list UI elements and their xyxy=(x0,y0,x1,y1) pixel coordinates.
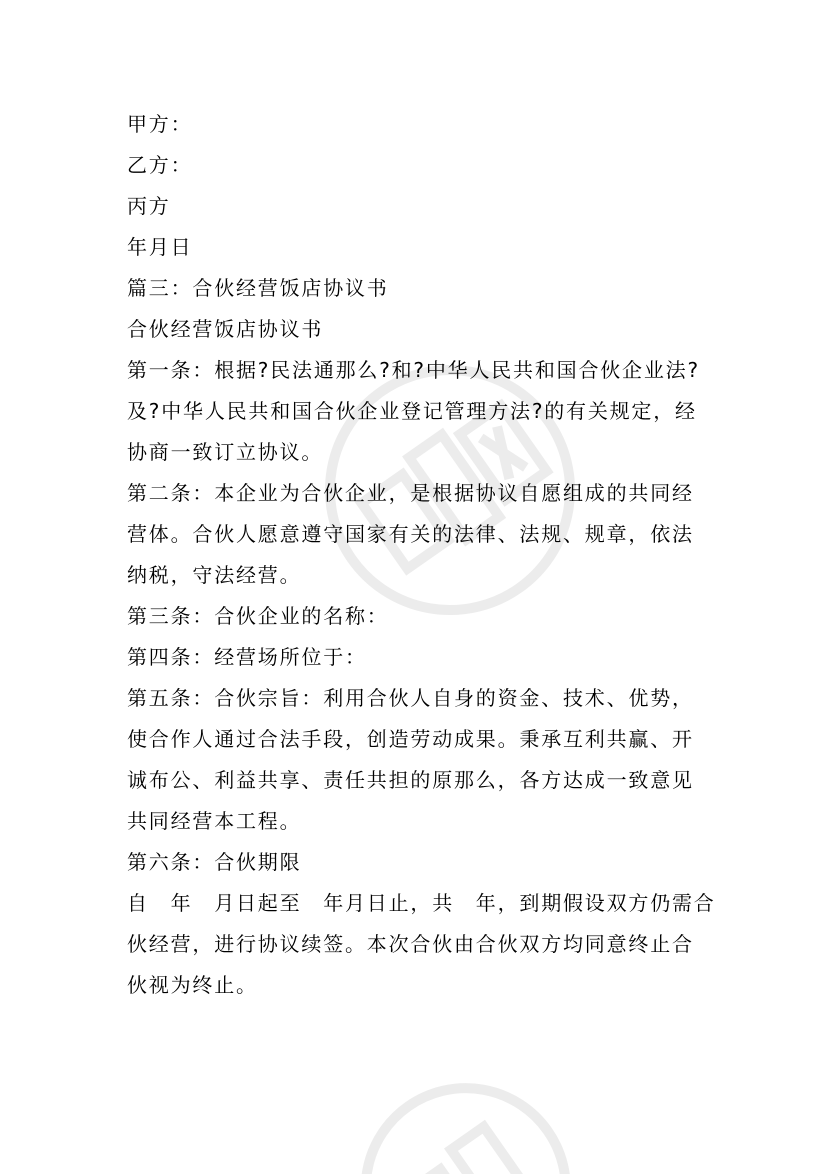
article-5-line-3: 诚布公、利益共享、责任共担的原那么，各方达成一致意见 xyxy=(127,768,694,792)
document-title: 合伙经营饭店协议书 xyxy=(127,317,324,341)
article-4-line: 第四条：经营场所位于： xyxy=(127,645,367,669)
watermark-seal-icon-bottom xyxy=(330,1050,590,1174)
article-2-line-2: 营体。合伙人愿意遵守国家有关的法律、法规、规章，依法 xyxy=(127,522,694,546)
article-5-line-1: 第五条：合伙宗旨：利用合伙人自身的资金、技术、优势， xyxy=(127,686,694,710)
article-6-line-3: 伙视为终止。 xyxy=(127,973,258,997)
article-1-line-3: 协商一致订立协议。 xyxy=(127,440,324,464)
party-b-line: 乙方： xyxy=(127,153,193,177)
article-5-line-4: 共同经营本工程。 xyxy=(127,809,302,833)
document-body xyxy=(127,104,716,1006)
article-2-line-3: 纳税，守法经营。 xyxy=(127,563,302,587)
article-6-heading: 第六条：合伙期限 xyxy=(127,850,302,874)
article-6-line-2: 伙经营，进行协议续签。本次合伙由合伙双方均同意终止合 xyxy=(127,932,694,956)
article-1-line-1: 第一条：根据?民法通那么?和?中华人民共和国合伙企业法? xyxy=(127,358,700,382)
article-5-line-2: 使合作人通过合法手段，创造劳动成果。秉承互利共赢、开 xyxy=(127,727,694,751)
party-c-line: 丙方 xyxy=(127,194,171,218)
article-2-line-1: 第二条：本企业为合伙企业，是根据协议自愿组成的共同经 xyxy=(127,481,694,505)
article-1-line-2: 及?中华人民共和国合伙企业登记管理方法?的有关规定，经 xyxy=(127,399,697,423)
article-6-line-1: 自 年 月日起至 年月日止，共 年，到期假设双方仍需合 xyxy=(127,891,716,915)
date-line: 年月日 xyxy=(127,235,193,259)
article-3-line: 第三条：合伙企业的名称： xyxy=(127,604,389,628)
party-a-line: 甲方： xyxy=(127,112,193,136)
section-heading: 篇三：合伙经营饭店协议书 xyxy=(127,276,389,300)
